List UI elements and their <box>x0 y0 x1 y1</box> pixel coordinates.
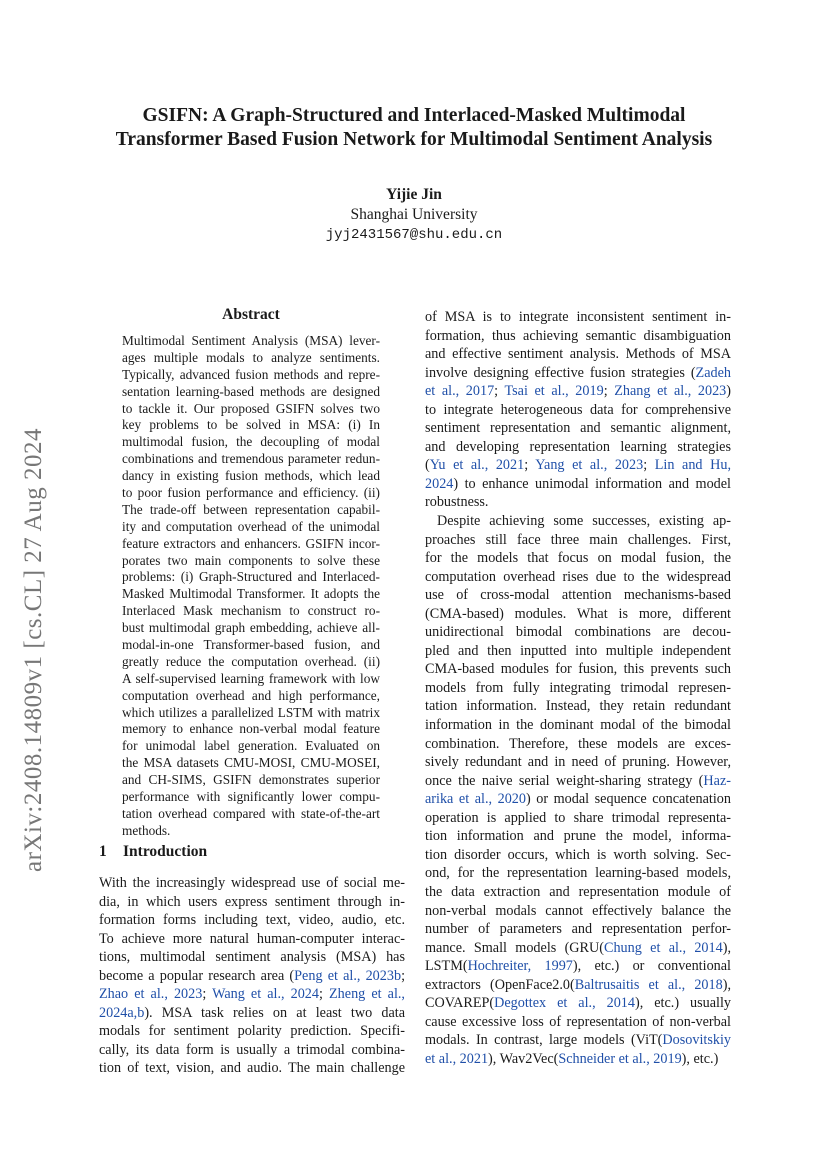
text-segment: ) to enhance unimodal information and model <box>453 475 731 492</box>
text-segment: ; <box>643 457 655 474</box>
abstract-line: and CH-SIMS, GSIFN demonstrates superior <box>122 772 380 788</box>
text-segment: tion of text, vision, and audio. The main challenge <box>99 1060 405 1077</box>
text-line <box>425 1013 731 1032</box>
author-block <box>214 185 614 245</box>
title-line-1: GSIFN: A Graph-Structured and Interlaced-Masked Multimodal <box>142 105 686 126</box>
author-name: Yijie Jin <box>386 186 442 203</box>
text-line <box>425 419 731 438</box>
text-segment: pled and then inputted into multiple independent <box>425 642 731 659</box>
text-segment: ), <box>722 939 731 956</box>
text-line <box>425 549 731 568</box>
text-line <box>425 753 731 772</box>
citation-link[interactable]: arika et al., 2020 <box>425 791 526 808</box>
citation-link[interactable]: Haz- <box>703 772 731 789</box>
text-segment: ; <box>603 383 615 400</box>
introduction-right-column <box>425 308 731 1068</box>
text-line <box>99 967 405 986</box>
text-segment: Despite achieving some successes, existing ap- <box>437 513 731 530</box>
text-line <box>425 920 731 939</box>
text-line <box>425 716 731 735</box>
text-line <box>425 438 731 457</box>
section-title: Introduction <box>123 843 208 860</box>
text-line <box>425 772 731 791</box>
text-segment: use of cross-modal attention mechanisms-based <box>425 587 731 604</box>
text-segment: ; <box>401 967 406 984</box>
abstract-line: for unimodal label generation. Evaluated on <box>122 738 380 754</box>
text-line <box>425 902 731 921</box>
text-line <box>425 1031 731 1050</box>
abstract-line: sentation learning-based methods are designed <box>122 383 380 399</box>
text-segment: CMA-based modules for fusion, this prevents such <box>425 661 731 678</box>
text-segment: ) <box>726 383 731 400</box>
abstract-line: A self-supervised learning framework with low <box>122 670 380 686</box>
text-segment: cause excessive loss of representation of non-verbal <box>425 1013 731 1030</box>
citation-link[interactable]: Yu et al., 2021 <box>429 457 525 474</box>
text-segment: ; <box>319 986 330 1003</box>
text-segment: ), etc.) usually <box>635 995 732 1012</box>
text-segment: ) or modal sequence concatenation <box>525 791 731 808</box>
text-line <box>425 976 731 995</box>
text-line <box>425 327 731 346</box>
text-segment: ), etc.) <box>681 1050 719 1067</box>
abstract-line: modal-in-one Transformer-based fusion, and <box>122 637 380 653</box>
text-segment: COVAREP( <box>425 995 495 1012</box>
citation-link[interactable]: Tsai et al., 2019 <box>504 383 604 400</box>
citation-link[interactable]: et al., 2017 <box>425 383 495 400</box>
text-segment: tion disorder occurs, which is worth solving. Sec- <box>425 846 731 863</box>
text-line <box>425 883 731 902</box>
citation-link[interactable]: et al., 2021 <box>425 1050 489 1067</box>
text-segment: To achieve more natural human-computer interac- <box>99 930 405 947</box>
abstract-line: computation overhead and high performance, <box>122 687 380 703</box>
abstract-line: performance with significantly lower compu- <box>122 789 380 805</box>
text-segment: modals for sentiment polarity prediction. Specifi- <box>99 1023 405 1040</box>
citation-link[interactable]: 2024a,b <box>99 1004 145 1021</box>
text-line <box>99 893 405 912</box>
text-line <box>425 512 731 531</box>
abstract-line: problems: (i) Graph-Structured and Interlaced- <box>122 569 380 585</box>
text-line <box>99 1041 405 1060</box>
text-segment: computation overhead rises due to the widespread <box>425 568 731 585</box>
text-segment: to integrate heterogeneous data for comprehensive <box>425 401 731 418</box>
citation-link[interactable]: Zadeh <box>695 364 731 381</box>
text-line <box>425 308 731 327</box>
abstract-line: which utilizes a parallelized LSTM with matrix <box>122 704 380 720</box>
abstract-line: memory to enhance non-verbal modal feature <box>122 721 380 737</box>
citation-link[interactable]: 2024 <box>425 475 454 492</box>
abstract-line: feature extractors and enhancers. GSIFN incor- <box>122 535 380 551</box>
text-segment: tation information. Instead, they retain redundant <box>425 698 731 715</box>
abstract-line: the MSA datasets CMU-MOSI, CMU-MOSEI, <box>122 755 380 771</box>
text-segment: ( <box>425 457 430 474</box>
author-affiliation: Shanghai University <box>350 206 478 223</box>
section-number: 1 <box>99 843 107 860</box>
introduction-left-column <box>99 874 405 1078</box>
text-segment: cally, its data form is usually a trimodal combina- <box>99 1041 405 1058</box>
abstract-line: Typically, advanced fusion methods and repre- <box>122 366 380 382</box>
text-segment: information in the dominant modal of the bimodal <box>425 717 731 734</box>
text-segment: number of parameters and representation perfor- <box>425 921 731 938</box>
text-segment: extractors (OpenFace2.0( <box>425 976 575 993</box>
text-segment: and developing representation learning strategies <box>425 438 731 455</box>
text-line <box>425 623 731 642</box>
text-segment: With the increasingly widespread use of social me- <box>99 875 405 891</box>
section-heading-introduction <box>99 843 207 861</box>
text-segment: LSTM( <box>425 958 468 975</box>
text-segment: ; <box>202 986 213 1003</box>
citation-link[interactable]: Zhang et al., 2023 <box>614 383 727 400</box>
text-segment: sively redundant and in need of pruning. However, <box>425 754 731 771</box>
abstract-line: ages multiple modals to analyze sentiments. <box>122 349 380 365</box>
text-segment: modals. In contrast, large models (ViT( <box>425 1032 663 1049</box>
text-line <box>425 827 731 846</box>
text-line <box>425 401 731 420</box>
text-line <box>425 345 731 364</box>
text-line <box>425 382 731 401</box>
abstract-line: combinations and tremendous parameter redun- <box>122 451 380 467</box>
abstract-line: bust multimodal graph embedding, achieve all- <box>122 620 380 636</box>
text-line <box>425 939 731 958</box>
abstract-line: key problems to be solved in MSA: (i) In <box>122 417 380 433</box>
text-segment: ond, for the representation learning-based models, <box>425 865 731 882</box>
text-segment: formation, thus achieving semantic disambiguation <box>425 327 731 344</box>
text-line <box>425 1050 731 1069</box>
text-segment: proaches still face three main challenges. First, <box>425 531 731 548</box>
text-line <box>425 586 731 605</box>
text-line <box>425 679 731 698</box>
abstract-line: greatly reduce the computation overhead. (ii) <box>122 653 380 669</box>
text-segment: dia, in which users express sentiment through in- <box>99 893 405 910</box>
text-segment: of MSA is to integrate inconsistent sentiment in- <box>425 309 731 325</box>
abstract-line: tation overhead compared with state-of-the-art <box>122 805 380 821</box>
text-line <box>425 735 731 754</box>
citation-link[interactable]: Zheng et al., <box>329 986 405 1003</box>
text-line <box>425 697 731 716</box>
abstract-line: Interlaced Mask mechanism to construct ro- <box>122 603 380 619</box>
text-segment: tions, multimodal sentiment analysis (MSA) has <box>99 949 405 966</box>
text-line <box>99 1059 405 1078</box>
citation-link[interactable]: Degottex et al., 2014 <box>494 995 635 1012</box>
text-segment: involve designing effective fusion strategies ( <box>425 364 696 381</box>
text-line <box>425 809 731 828</box>
text-segment: ), Wav2Vec( <box>488 1050 559 1067</box>
abstract-body <box>122 333 380 840</box>
text-segment: for the models that focus on modal fusion, the <box>425 550 731 567</box>
text-line <box>425 493 731 512</box>
citation-link[interactable]: Dosovitskiy <box>662 1032 731 1049</box>
citation-link[interactable]: Baltrusaitis et al., 2018 <box>574 976 723 993</box>
text-line <box>425 364 731 383</box>
text-line <box>425 994 731 1013</box>
citation-link[interactable]: Hochreiter, 1997 <box>467 958 573 975</box>
text-line <box>425 642 731 661</box>
abstract-line: to poor fusion performance and efficiency. (ii) <box>122 485 380 501</box>
abstract-line: porates two main components to solve these <box>122 552 380 568</box>
citation-link[interactable]: Zhao et al., 2023 <box>99 986 203 1003</box>
abstract-line: ity and computation overhead of the unimodal <box>122 518 380 534</box>
text-segment: robustness. <box>425 494 489 511</box>
text-line <box>425 456 731 475</box>
citation-link[interactable]: Peng et al., 2023b <box>294 967 402 984</box>
text-line <box>99 930 405 949</box>
text-segment: operation is applied to share trimodal representa- <box>425 809 731 826</box>
text-segment: non-verbal modals cannot effectively balance the <box>425 902 731 919</box>
title-line-2: Transformer Based Fusion Network for Multimodal Sentiment Analysis <box>115 129 713 150</box>
text-segment: and effective sentiment analysis. Methods of MSA <box>425 346 731 363</box>
text-segment: unidirectional bimodal combinations are decou- <box>425 624 731 641</box>
text-segment: (CMA-based) modules. What is more, different <box>425 605 731 622</box>
text-segment: ), <box>722 976 731 993</box>
abstract-heading: Abstract <box>222 306 280 323</box>
text-segment: become a popular research area ( <box>99 967 295 984</box>
abstract-line: methods. <box>122 822 171 838</box>
citation-link[interactable]: Chung et al., 2014 <box>604 939 723 956</box>
text-segment: ), etc.) or conventional <box>572 958 731 975</box>
text-segment: ; <box>494 383 505 400</box>
text-line <box>425 864 731 883</box>
text-segment: combination. Therefore, these models are exces- <box>425 735 731 752</box>
text-line <box>425 660 731 679</box>
arxiv-identifier: arXiv:2408.14809v1 [cs.CL] 27 Aug 2024 <box>20 428 47 872</box>
citation-link[interactable]: Yang et al., 2023 <box>535 457 644 474</box>
text-line <box>425 846 731 865</box>
citation-link[interactable]: Wang et al., 2024 <box>212 986 319 1003</box>
citation-link[interactable]: Schneider et al., 2019 <box>558 1050 682 1067</box>
paper-title <box>60 104 768 152</box>
text-line <box>425 605 731 624</box>
abstract-line: Multimodal Sentiment Analysis (MSA) lever- <box>122 333 380 348</box>
abstract-line: The trade-off between representation capabil- <box>122 501 380 517</box>
text-segment: ; <box>524 457 536 474</box>
text-segment: mance. Small models (GRU( <box>425 939 604 956</box>
author-email: jyj2431567@shu.edu.cn <box>325 227 503 243</box>
text-segment: models from fully integrating trimodal represen- <box>425 679 731 696</box>
text-line <box>425 790 731 809</box>
text-line <box>425 957 731 976</box>
text-line <box>99 1004 405 1023</box>
text-line <box>99 874 405 893</box>
text-line <box>99 985 405 1004</box>
text-segment: formation forms including text, video, audio, etc. <box>99 912 405 929</box>
text-line <box>99 911 405 930</box>
text-segment: tion information and prune the model, informa- <box>425 828 731 845</box>
text-line <box>425 568 731 587</box>
text-line <box>425 475 731 494</box>
text-segment: the data extraction and representation module of <box>425 883 731 900</box>
abstract-line: multimodal fusion, the decoupling of modal <box>122 434 380 450</box>
text-segment: sentiment representation and semantic alignment, <box>425 420 731 437</box>
text-line <box>425 531 731 550</box>
abstract-line: Masked Multimodal Transformer. It adopts the <box>122 586 380 602</box>
abstract-line: to tackle it. Our proposed GSIFN solves two <box>122 400 380 416</box>
text-line <box>99 948 405 967</box>
text-line <box>99 1022 405 1041</box>
abstract-line: dancy in existing fusion methods, which lead <box>122 468 380 484</box>
text-segment: once the naive serial weight-sharing strategy ( <box>425 772 704 789</box>
text-segment: ). MSA task relies on at least two data <box>144 1004 405 1021</box>
citation-link[interactable]: Lin and Hu, <box>654 457 731 474</box>
